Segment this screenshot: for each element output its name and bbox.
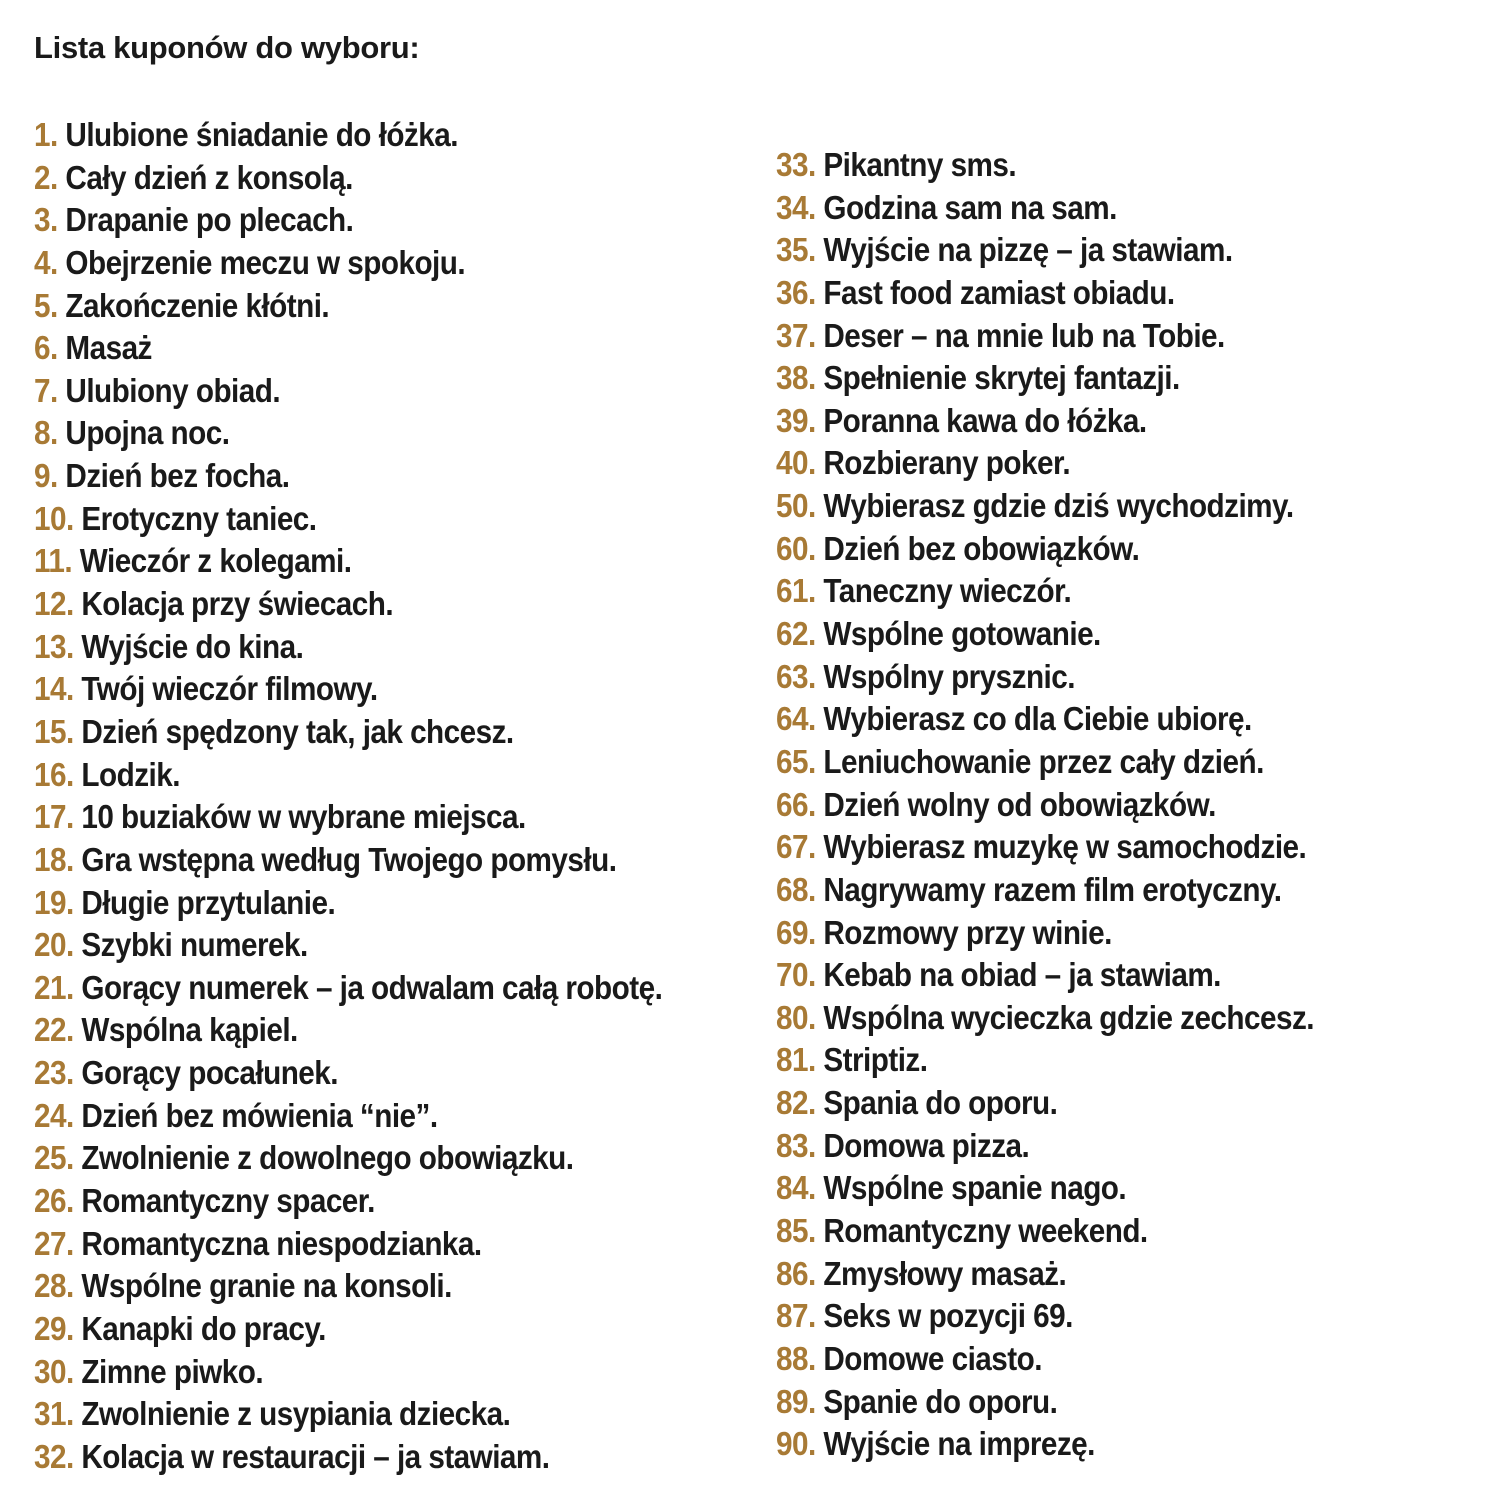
coupon-text: Wyjście na imprezę. xyxy=(823,1425,1095,1463)
coupon-text: Domowe ciasto. xyxy=(823,1339,1042,1377)
coupon-item xyxy=(776,272,1314,315)
coupon-text: Domowa pizza. xyxy=(823,1126,1030,1164)
coupon-number: 40. xyxy=(776,444,816,482)
coupon-number: 22. xyxy=(34,1011,74,1049)
coupon-text: Striptiz. xyxy=(823,1041,928,1079)
coupon-number: 62. xyxy=(776,615,816,653)
coupon-text: Wyjście do kina. xyxy=(81,627,304,665)
coupon-number: 34. xyxy=(776,188,816,226)
coupon-number: 2. xyxy=(34,158,58,196)
coupon-text: Wieczór z kolegami. xyxy=(79,542,352,580)
coupon-number: 80. xyxy=(776,998,816,1036)
coupon-text: Romantyczna niespodzianka. xyxy=(81,1224,482,1262)
coupon-item xyxy=(776,869,1314,912)
coupon-number: 67. xyxy=(776,828,816,866)
coupon-text: Godzina sam na sam. xyxy=(823,188,1117,226)
coupon-text: Ulubione śniadanie do łóżka. xyxy=(65,116,458,153)
coupon-item xyxy=(34,967,662,1010)
coupon-item xyxy=(776,1082,1314,1125)
coupon-text: Erotyczny taniec. xyxy=(81,499,317,537)
coupon-item xyxy=(776,528,1314,571)
coupon-item xyxy=(34,1009,662,1052)
coupon-item xyxy=(34,626,662,669)
coupon-text: Upojna noc. xyxy=(65,414,230,452)
coupon-number: 39. xyxy=(776,401,816,439)
coupon-number: 4. xyxy=(34,243,58,281)
coupon-item xyxy=(34,540,662,583)
coupon-text: Wybierasz co dla Ciebie ubiorę. xyxy=(823,700,1252,738)
coupon-number: 37. xyxy=(776,316,816,354)
coupon-number: 12. xyxy=(34,585,74,623)
coupon-number: 88. xyxy=(776,1339,816,1377)
coupon-text: Kolacja w restauracji – ja stawiam. xyxy=(81,1437,550,1475)
coupon-item xyxy=(34,711,662,754)
coupon-text: Pikantny sms. xyxy=(823,146,1017,183)
coupon-text: Wybierasz gdzie dziś wychodzimy. xyxy=(823,487,1294,525)
coupon-item xyxy=(776,912,1314,955)
coupon-number: 82. xyxy=(776,1084,816,1122)
coupon-number: 27. xyxy=(34,1224,74,1262)
coupon-number: 14. xyxy=(34,670,74,708)
coupon-number: 15. xyxy=(34,712,74,750)
coupon-number: 84. xyxy=(776,1169,816,1207)
coupon-item xyxy=(776,1210,1314,1253)
coupon-number: 3. xyxy=(34,201,58,239)
coupon-text: Masaż xyxy=(65,329,152,367)
coupon-text: Kanapki do pracy. xyxy=(81,1309,326,1347)
coupon-number: 38. xyxy=(776,359,816,397)
coupon-list-left xyxy=(34,114,732,1479)
coupon-text: Zimne piwko. xyxy=(81,1352,264,1390)
coupon-number: 85. xyxy=(776,1212,816,1250)
coupon-number: 60. xyxy=(776,529,816,567)
coupon-number: 16. xyxy=(34,755,74,793)
coupon-item xyxy=(776,442,1314,485)
coupon-item xyxy=(776,698,1314,741)
coupon-item xyxy=(776,741,1314,784)
coupon-text: Kebab na obiad – ja stawiam. xyxy=(823,956,1221,994)
coupon-number: 5. xyxy=(34,286,58,324)
coupon-number: 25. xyxy=(34,1139,74,1177)
coupon-number: 86. xyxy=(776,1254,816,1292)
coupon-text: Zwolnienie z usypiania dziecka. xyxy=(81,1395,511,1433)
coupon-item xyxy=(776,229,1314,272)
coupon-text: Twój wieczór filmowy. xyxy=(81,670,378,708)
coupon-number: 30. xyxy=(34,1352,74,1390)
coupon-item xyxy=(34,1223,662,1266)
coupon-text: Romantyczny weekend. xyxy=(823,1212,1148,1250)
coupon-text: Szybki numerek. xyxy=(81,926,308,964)
coupon-text: Rozbierany poker. xyxy=(823,444,1071,482)
coupon-item xyxy=(34,1052,662,1095)
coupon-number: 17. xyxy=(34,798,74,836)
coupon-item xyxy=(34,1351,662,1394)
coupon-number: 26. xyxy=(34,1182,74,1220)
coupon-item xyxy=(776,1039,1314,1082)
coupon-item xyxy=(34,1180,662,1223)
coupon-item xyxy=(776,954,1314,997)
coupon-text: Leniuchowanie przez cały dzień. xyxy=(823,742,1264,780)
coupon-number: 11. xyxy=(34,542,73,580)
coupon-item xyxy=(34,242,662,285)
coupon-item xyxy=(34,1265,662,1308)
coupon-item xyxy=(776,1125,1314,1168)
coupon-item xyxy=(776,485,1314,528)
coupon-item xyxy=(776,187,1314,230)
coupon-item xyxy=(34,839,662,882)
coupon-text: Nagrywamy razem film erotyczny. xyxy=(823,870,1282,908)
coupon-text: Długie przytulanie. xyxy=(81,883,336,921)
coupon-number: 20. xyxy=(34,926,74,964)
coupon-text: Wspólne spanie nago. xyxy=(823,1169,1127,1207)
coupon-item xyxy=(776,1338,1314,1381)
coupon-text: Wspólna wycieczka gdzie zechcesz. xyxy=(823,998,1314,1036)
coupon-text: Lodzik. xyxy=(81,755,180,793)
coupon-text: Dzień spędzony tak, jak chcesz. xyxy=(81,712,514,750)
coupon-number: 7. xyxy=(34,371,58,409)
coupon-text: Drapanie po plecach. xyxy=(65,201,354,239)
coupon-item xyxy=(34,924,662,967)
coupon-item xyxy=(776,613,1314,656)
coupon-number: 24. xyxy=(34,1096,74,1134)
coupon-number: 21. xyxy=(34,968,74,1006)
coupon-text: Wybierasz muzykę w samochodzie. xyxy=(823,828,1307,866)
coupon-item xyxy=(34,1137,662,1180)
coupon-text: Cały dzień z konsolą. xyxy=(65,158,353,196)
coupon-number: 66. xyxy=(776,785,816,823)
coupon-number: 68. xyxy=(776,870,816,908)
coupon-item xyxy=(776,1381,1314,1424)
coupon-number: 9. xyxy=(34,457,58,495)
coupon-text: Gorący pocałunek. xyxy=(81,1054,338,1092)
coupon-number: 6. xyxy=(34,329,58,367)
coupon-item xyxy=(34,796,662,839)
coupon-item xyxy=(776,144,1314,187)
coupon-number: 81. xyxy=(776,1041,816,1079)
coupon-number: 31. xyxy=(34,1395,74,1433)
coupon-text: Dzień wolny od obowiązków. xyxy=(823,785,1216,823)
coupon-text: Wyjście na pizzę – ja stawiam. xyxy=(823,231,1233,269)
coupon-item xyxy=(34,157,662,200)
coupon-item xyxy=(776,656,1314,699)
coupon-item xyxy=(776,1253,1314,1296)
coupon-item xyxy=(34,455,662,498)
coupon-text: Obejrzenie meczu w spokoju. xyxy=(65,243,466,281)
coupon-number: 50. xyxy=(776,487,816,525)
coupon-item xyxy=(34,412,662,455)
coupon-text: Dzień bez obowiązków. xyxy=(823,529,1140,567)
coupon-text: Ulubiony obiad. xyxy=(65,371,281,409)
coupon-number: 87. xyxy=(776,1297,816,1335)
coupon-number: 83. xyxy=(776,1126,816,1164)
coupon-number: 36. xyxy=(776,273,816,311)
coupon-number: 28. xyxy=(34,1267,74,1305)
coupon-text: Rozmowy przy winie. xyxy=(823,913,1112,951)
coupon-text: Zakończenie kłótni. xyxy=(65,286,330,324)
coupon-text: Gorący numerek – ja odwalam całą robotę. xyxy=(81,968,663,1006)
coupon-item xyxy=(776,570,1314,613)
coupon-text: Wspólne granie na konsoli. xyxy=(81,1267,452,1305)
coupon-item xyxy=(776,997,1314,1040)
coupon-item xyxy=(34,1436,662,1479)
coupon-text: Taneczny wieczór. xyxy=(823,572,1072,610)
coupon-item xyxy=(34,1393,662,1436)
coupon-item xyxy=(34,285,662,328)
coupon-number: 65. xyxy=(776,742,816,780)
coupon-item xyxy=(776,1423,1314,1466)
coupon-text: Spania do oporu. xyxy=(823,1084,1058,1122)
coupon-text: Wspólny prysznic. xyxy=(823,657,1075,695)
coupon-item xyxy=(34,668,662,711)
coupon-number: 8. xyxy=(34,414,58,452)
coupon-text: Dzień bez mówienia “nie”. xyxy=(81,1096,438,1134)
coupon-item xyxy=(776,1295,1314,1338)
coupon-text: Wspólna kąpiel. xyxy=(81,1011,298,1049)
coupon-text: Spełnienie skrytej fantazji. xyxy=(823,359,1180,397)
coupon-list-right xyxy=(776,144,1374,1466)
coupon-item xyxy=(34,882,662,925)
coupon-item xyxy=(34,199,662,242)
coupon-text: Seks w pozycji 69. xyxy=(823,1297,1073,1335)
coupon-item xyxy=(776,357,1314,400)
coupon-item xyxy=(776,784,1314,827)
coupon-text: Romantyczny spacer. xyxy=(81,1182,375,1220)
coupon-number: 70. xyxy=(776,956,816,994)
coupon-text: Poranna kawa do łóżka. xyxy=(823,401,1147,439)
coupon-item xyxy=(776,1167,1314,1210)
coupon-text: Kolacja przy świecach. xyxy=(81,585,394,623)
coupon-number: 69. xyxy=(776,913,816,951)
coupon-item xyxy=(34,1095,662,1138)
coupon-item xyxy=(34,1308,662,1351)
coupon-number: 89. xyxy=(776,1382,816,1420)
coupon-text: Deser – na mnie lub na Tobie. xyxy=(823,316,1225,354)
coupon-number: 19. xyxy=(34,883,74,921)
coupon-item xyxy=(34,114,662,157)
coupon-number: 64. xyxy=(776,700,816,738)
coupon-number: 33. xyxy=(776,146,816,183)
coupon-item xyxy=(34,583,662,626)
coupon-number: 18. xyxy=(34,840,74,878)
coupon-text: Fast food zamiast obiadu. xyxy=(823,273,1175,311)
coupon-text: 10 buziaków w wybrane miejsca. xyxy=(81,798,526,836)
coupon-text: Zmysłowy masaż. xyxy=(823,1254,1067,1292)
coupon-number: 10. xyxy=(34,499,74,537)
coupon-text: Gra wstępna według Twojego pomysłu. xyxy=(81,840,617,878)
coupon-number: 32. xyxy=(34,1437,74,1475)
coupon-number: 29. xyxy=(34,1309,74,1347)
coupon-item xyxy=(776,826,1314,869)
coupon-number: 13. xyxy=(34,627,74,665)
coupon-number: 61. xyxy=(776,572,816,610)
coupon-number: 90. xyxy=(776,1425,816,1463)
coupon-number: 23. xyxy=(34,1054,74,1092)
coupon-text: Zwolnienie z dowolnego obowiązku. xyxy=(81,1139,574,1177)
coupon-item xyxy=(776,315,1314,358)
coupon-item xyxy=(34,327,662,370)
coupon-item xyxy=(34,370,662,413)
coupon-text: Dzień bez focha. xyxy=(65,457,290,495)
coupon-item xyxy=(34,498,662,541)
coupon-number: 63. xyxy=(776,657,816,695)
coupon-item xyxy=(776,400,1314,443)
page-title: Lista kuponów do wyboru: xyxy=(34,30,420,65)
coupon-text: Wspólne gotowanie. xyxy=(823,615,1101,653)
coupon-item xyxy=(34,754,662,797)
coupon-number: 35. xyxy=(776,231,816,269)
coupon-number: 1. xyxy=(34,116,58,153)
coupon-text: Spanie do oporu. xyxy=(823,1382,1058,1420)
